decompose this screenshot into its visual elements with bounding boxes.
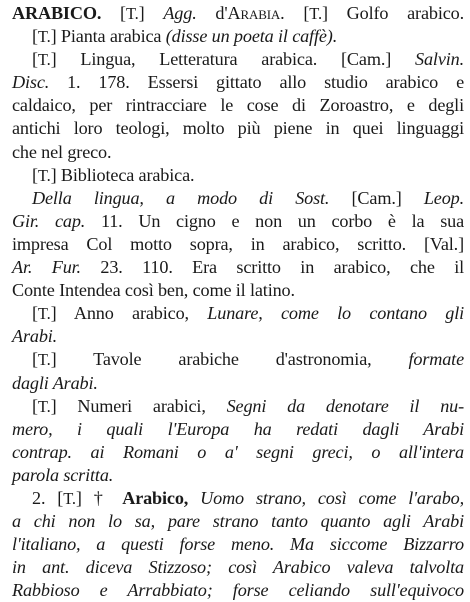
entry-line [12, 233, 464, 256]
entry-text-segment: Arabi. [12, 326, 58, 347]
entry-line [12, 71, 464, 94]
entry-line [12, 2, 464, 25]
entry-text-segment: 11. Un cigno e non un corbo è la sua [85, 210, 464, 231]
entry-text-segment: [ [32, 49, 38, 70]
entry-text-segment: [Cam.] [329, 187, 424, 208]
entry-text-segment: d' [196, 3, 228, 23]
entry-text-segment: Leop. [423, 187, 465, 208]
entry-text-segment: ] [138, 3, 164, 23]
entry-text-segment: T. [37, 50, 51, 70]
entry-text-segment: T. [37, 350, 51, 370]
dictionary-entry-arabico [12, 2, 464, 602]
entry-text-segment: contrap. ai Romani o a' segni greci, o all'intera [12, 441, 464, 462]
entry-text-segment: T. [37, 27, 51, 47]
entry-text-segment: [ [32, 164, 38, 185]
entry-text-segment: ] Numeri arabici, [50, 395, 227, 416]
entry-text-segment: . [ [280, 3, 310, 23]
entry-line [12, 441, 464, 464]
entry-text-segment: Uomo strano, così come l'arabo, [188, 487, 464, 508]
entry-text-segment: ARABICO. [12, 3, 102, 23]
entry-text-segment: caldaico, per rintracciare le cose di Zoroastro, e degli [12, 95, 464, 116]
entry-line [12, 48, 464, 71]
entry-line [12, 533, 464, 556]
entry-text-segment: Conte Intendea così ben, come il latino. [12, 280, 295, 301]
entry-line [12, 187, 464, 210]
entry-text-segment: ] Biblioteca arabica. [50, 164, 195, 185]
entry-text-segment: parola scritta. [12, 464, 114, 485]
entry-text-segment: T. [125, 4, 139, 23]
entry-line [12, 348, 464, 371]
entry-text-segment: ] Lingua, Letteratura arabica. [Cam.] [50, 49, 416, 70]
entry-line [12, 141, 464, 164]
entry-text-segment: formate [408, 349, 464, 370]
entry-line [12, 94, 464, 117]
entry-line [12, 256, 464, 279]
entry-line [12, 395, 464, 418]
entry-line [12, 510, 464, 533]
entry-line [12, 210, 464, 233]
entry-text-segment: Lunare, come lo contano gli [207, 303, 464, 324]
entry-line [12, 164, 464, 187]
entry-text-segment: [ [32, 395, 38, 416]
entry-line [12, 279, 464, 302]
entry-text-segment: 1. 178. Essersi gittato allo studio arabico e [49, 72, 464, 93]
entry-text-segment: [ [32, 26, 38, 47]
entry-text-segment: dagli Arabi. [12, 372, 98, 393]
entry-text-segment: impresa Col motto sopra, in arabico, scritto. [Val.] [12, 233, 464, 254]
entry-text-segment: antichi loro teologi, molto più piene in quei linguaggi [12, 118, 464, 139]
entry-text-segment: ] Anno arabico, [50, 303, 208, 324]
entry-text-segment: ] † [75, 487, 123, 508]
entry-text-segment: [ [101, 3, 126, 23]
entry-text-segment: T. [37, 304, 51, 324]
entry-text-segment: Gir. cap. [12, 210, 86, 231]
entry-line [12, 372, 464, 395]
entry-text-segment: T. [37, 396, 51, 416]
entry-text-segment: in ant. diceva Stizzoso; così Arabico valeva talvolta [12, 557, 464, 578]
entry-text-segment: Salvin. [415, 49, 464, 70]
entry-line [12, 418, 464, 441]
entry-text-segment: Rabbioso e Arrabbiato; forse celiando sull'equivoco [12, 580, 464, 601]
entry-line [12, 579, 464, 602]
entry-text-segment: ] Tavole arabiche d'astronomia, [50, 349, 409, 370]
entry-text-segment: mero, i quali l'Europa ha redati dagli Arabi [12, 418, 464, 439]
entry-text-segment: 23. 110. Era scritto in arabico, che il [80, 257, 465, 278]
entry-line [12, 464, 464, 487]
entry-text-segment: [ [32, 349, 38, 370]
entry-text-segment: Disc. [12, 72, 50, 93]
entry-text-segment: 2. [ [32, 487, 64, 508]
entry-text-segment: ] Golfo arabico. [321, 3, 464, 23]
entry-text-segment: Ar. Fur. [12, 257, 81, 278]
entry-text-segment: [ [32, 303, 38, 324]
entry-line [12, 302, 464, 325]
entry-text-segment: T. [63, 488, 76, 508]
entry-text-segment: che nel greco. [12, 141, 112, 162]
entry-line [12, 25, 464, 48]
entry-line [12, 487, 464, 510]
entry-text-segment: T. [37, 165, 51, 185]
entry-text-segment: ] Pianta arabica [50, 26, 166, 47]
entry-text-segment: Arabia [227, 3, 281, 23]
entry-text-segment: Della lingua, a modo di Sost. [32, 187, 330, 208]
entry-text-segment: Agg. [163, 3, 197, 23]
entry-text-segment: a chi non lo sa, pare strano tanto quanto agli Arabi [12, 511, 464, 532]
entry-text-segment: Segni da denotare il nu- [226, 395, 465, 416]
entry-line [12, 117, 464, 140]
entry-text-segment: Arabico, [122, 487, 189, 508]
entry-text-segment: l'italiano, a questi forse meno. Ma siccome Bizzarro [12, 534, 464, 555]
entry-line [12, 325, 464, 348]
entry-text-segment: T. [309, 4, 322, 23]
entry-line [12, 556, 464, 579]
entry-text-segment: (disse un poeta il caffè). [165, 26, 338, 47]
